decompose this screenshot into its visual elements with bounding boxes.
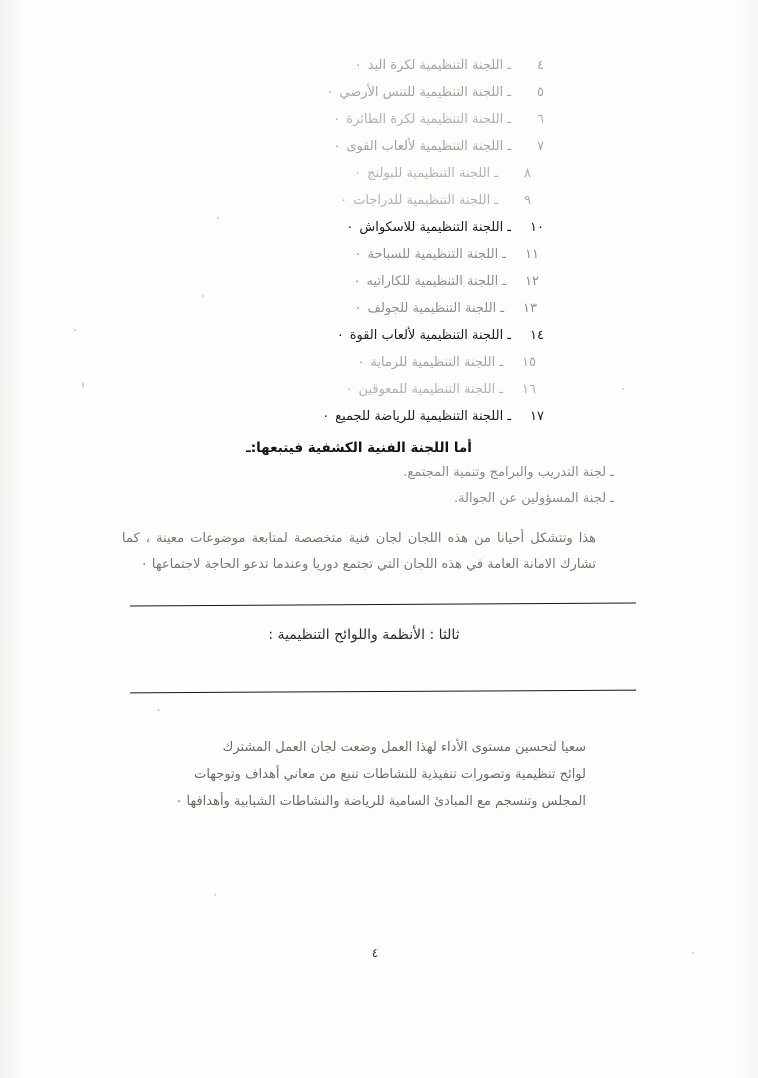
scan-speck xyxy=(82,382,84,388)
list-item-number: ٧ xyxy=(537,139,544,154)
list-item-terminator: ٠ xyxy=(346,220,354,235)
list-item xyxy=(52,52,706,79)
list-item-separator: ـ xyxy=(499,382,503,397)
list-item-label: اللجنة التنظيمية للرماية xyxy=(370,355,496,370)
list-item-separator: ـ xyxy=(507,58,511,73)
scout-committee-sublist xyxy=(52,460,706,512)
list-item-number: ١٤ xyxy=(530,328,544,343)
list-item-separator: ـ xyxy=(494,166,498,181)
list-item-separator: ـ xyxy=(507,112,511,127)
list-item-terminator: ٠ xyxy=(333,139,341,154)
list-item-label: اللجنة التنظيمية للبولنج xyxy=(367,166,491,181)
list-item-separator: ـ xyxy=(502,274,506,289)
list-item-number: ١١ xyxy=(525,247,539,262)
paragraph-line: لوائح تنظيمية وتصورات تنفيذية للنشاطات تنبع من معاني أهداف وتوجهات xyxy=(194,767,586,782)
list-item xyxy=(52,106,706,133)
list-item-number: ٤ xyxy=(537,58,544,73)
list-item: ـ لجنة المسؤولين عن الجوالة. xyxy=(453,491,614,506)
list-item xyxy=(52,79,706,106)
list-item-label: اللجنة التنظيمية للسباحة xyxy=(367,247,499,262)
list-item xyxy=(52,133,706,160)
list-item xyxy=(52,241,706,268)
scan-speck xyxy=(157,709,160,711)
list-item-terminator: ٠ xyxy=(333,112,341,127)
list-item-terminator: ٠ xyxy=(326,85,334,100)
list-item-label: اللجنة التنظيمية للاسكواش xyxy=(359,220,504,235)
list-item-number: ٥ xyxy=(537,85,544,100)
scan-speck xyxy=(622,388,624,390)
list-item-separator: ـ xyxy=(507,139,511,154)
list-item-number: ١٣ xyxy=(523,301,537,316)
horizontal-rule-bottom xyxy=(130,690,636,694)
list-item xyxy=(52,214,706,241)
list-item-label: اللجنة التنظيمية للجولف xyxy=(367,301,497,316)
paragraph-regulations xyxy=(52,734,706,815)
page-content xyxy=(52,52,706,1048)
list-item-terminator: ٠ xyxy=(354,58,362,73)
scan-speck xyxy=(217,217,219,219)
list-item-terminator: ٠ xyxy=(345,382,353,397)
scan-speck xyxy=(202,295,204,297)
list-item xyxy=(52,268,706,295)
page-number: ٤ xyxy=(371,946,379,960)
list-item-terminator: ٠ xyxy=(354,166,362,181)
list-item-number: ١٦ xyxy=(522,382,536,397)
list-item xyxy=(52,160,706,187)
list-item xyxy=(52,322,706,349)
list-item-label: اللجنة التنظيمية للدراجات xyxy=(353,193,491,208)
list-item-label: اللجنة التنظيمية للتنس الأرضي xyxy=(339,85,504,100)
list-item-number: ١٢ xyxy=(525,274,539,289)
list-item-label: اللجنة التنظيمية للرياضة للجميع xyxy=(335,409,504,424)
list-item-number: ١٠ xyxy=(530,220,544,235)
list-item-terminator: ٠ xyxy=(354,247,362,262)
list-item-separator: ـ xyxy=(500,301,504,316)
paragraph-line: موضوعات معينة ، كما تشارك الامانة العامة في هذه اللجان التي تجتمع دوريا xyxy=(122,531,596,572)
scan-speck xyxy=(214,894,216,896)
list-item-number: ٨ xyxy=(524,166,531,181)
list-item-label: اللجنة التنظيمية للكاراتيه xyxy=(366,274,499,289)
list-item-separator: ـ xyxy=(507,220,511,235)
list-item-separator: ـ xyxy=(507,409,511,424)
list-item-separator: ـ xyxy=(507,85,511,100)
list-item-separator: ـ xyxy=(507,328,511,343)
list-item-terminator: ٠ xyxy=(354,301,362,316)
list-item xyxy=(52,403,706,430)
list-item-label: اللجنة التنظيمية لكرة الطائرة xyxy=(346,112,504,127)
list-item-label: اللجنة التنظيمية لكرة اليد xyxy=(367,58,504,73)
list-item-number: ١٧ xyxy=(530,409,544,424)
list-item-terminator: ٠ xyxy=(340,193,348,208)
list-item-terminator: ٠ xyxy=(336,328,344,343)
list-item xyxy=(52,295,706,322)
list-item-separator: ـ xyxy=(502,247,506,262)
list-item-separator: ـ xyxy=(499,355,503,370)
paragraph-line: وعندما تدعو الحاجة لاجتماعها ٠ xyxy=(140,557,309,572)
list-item-label: اللجنة التنظيمية لألعاب القوى xyxy=(346,139,504,154)
list-item-terminator: ٠ xyxy=(353,274,361,289)
paragraph-line: المجلس وتنسجم مع المبادئ السامية للرياضة والنشاطات الشبابية وأهدافها ٠ xyxy=(175,794,586,809)
list-item-separator: ـ xyxy=(494,193,498,208)
list-item xyxy=(52,376,706,403)
list-item-terminator: ٠ xyxy=(357,355,365,370)
paragraph-committees xyxy=(52,526,706,578)
list-item-number: ١٥ xyxy=(522,355,536,370)
organizing-committees-list xyxy=(52,52,706,430)
list-item-label: اللجنة التنظيمية للمعوقين xyxy=(358,382,496,397)
list-item-number: ٦ xyxy=(537,112,544,127)
paragraph-line: سعيا لتحسين مستوى الأداء لهذا العمل وضعت لجان العمل المشترك xyxy=(222,740,586,755)
section-heading: ثالثا : الأنظمة واللوائح التنظيمية : xyxy=(268,627,460,643)
horizontal-rule-top xyxy=(130,602,636,606)
scout-committee-subheading: أما اللجنة الفنية الكشفية فيتبعها:ـ xyxy=(246,440,472,456)
paragraph-line: هذا وتتشكل أحيانا من هذه اللجان لجان فنية متخصصة لمتابعة xyxy=(251,531,596,546)
list-item-label: اللجنة التنظيمية لألعاب القوة xyxy=(349,328,504,343)
scan-speck xyxy=(74,329,76,331)
list-item xyxy=(52,187,706,214)
list-item: ـ لجنة التدريب والبرامج وتنمية المجتمع. xyxy=(403,465,614,480)
list-item xyxy=(52,349,706,376)
list-item-number: ٩ xyxy=(524,193,531,208)
list-item-terminator: ٠ xyxy=(322,409,330,424)
